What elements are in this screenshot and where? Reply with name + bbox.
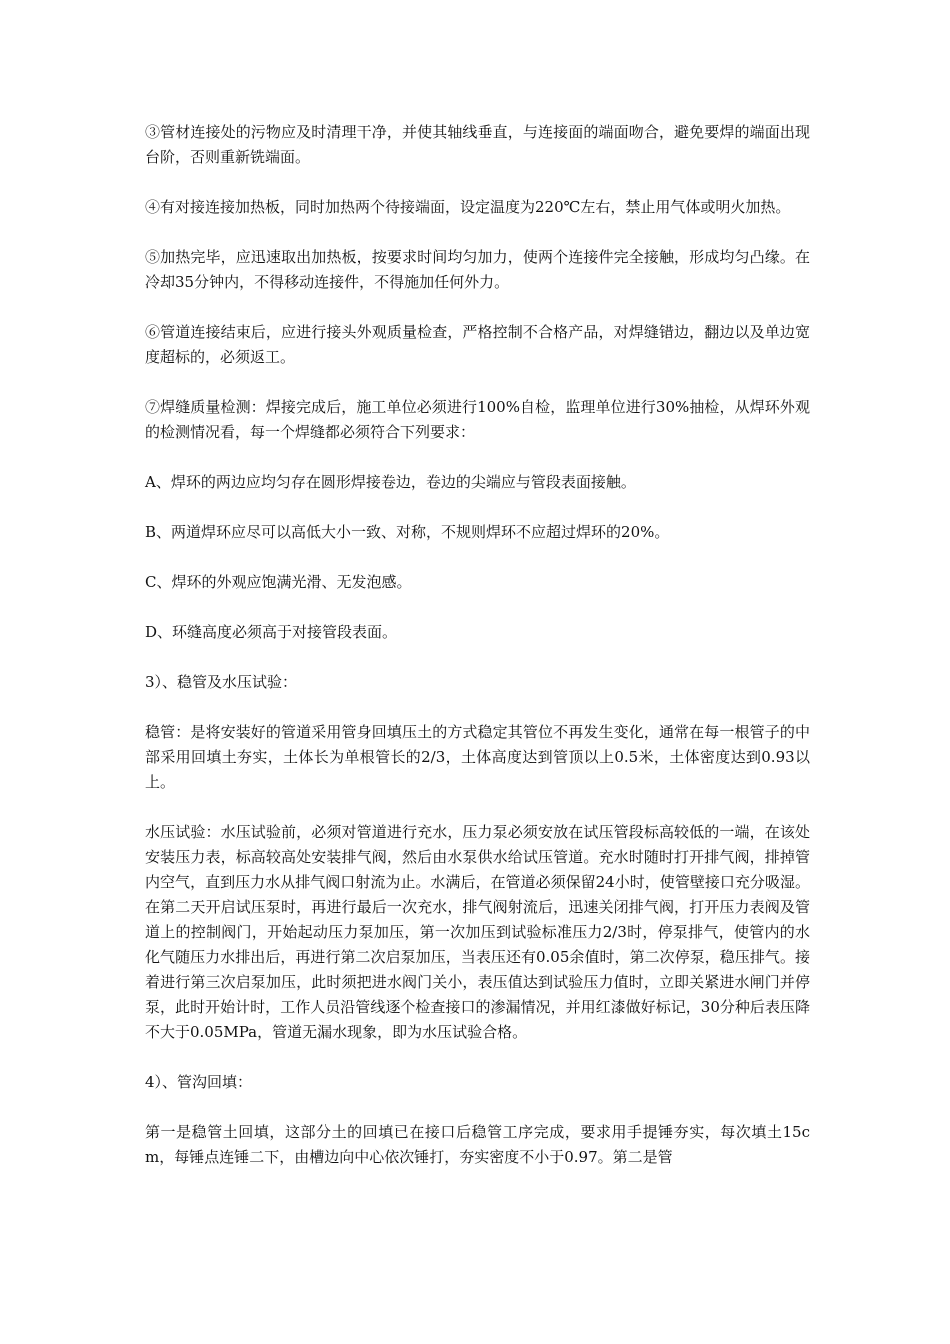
paragraph-hydrostatic-test: 水压试验：水压试验前，必须对管道进行充水，压力泵必须安放在试压管段标高较低的一端，在该处安装压力表，标高较高处安装排气阀，然后由水泵供水给试压管道。充水时随时打开排气阀，排掉管内空气，直到压力水从排气阀口射流为止。水满后，在管道必须保留24小时，使管壁接口充分吸湿。在第二天开启试压泵时，再进行最后一次充水，排气阀射流后，迅速关闭排气阀，打开压力表阀及管道上的控制阀门，开始起动压力泵加压，第一次加压到试验标准压力2/3时，停泵排气，使管内的水化气随压力水排出后，再进行第二次启泵加压，当表压还有0.05余值时，第二次停泵，稳压排气。接着进行第三次启泵加压，此时须把进水阀门关小，表压值达到试验压力值时，立即关紧进水闸门并停泵，此时开始计时，工作人员沿管线逐个检查接口的渗漏情况，并用红漆做好标记，30分种后表压降不大于0.05MPa，管道无漏水现象，即为水压试验合格。 — [145, 823, 810, 1041]
paragraph-requirement-b: B、两道焊环应尽可以高低大小一致、对称，不规则焊环不应超过焊环的20%。 — [145, 523, 670, 541]
paragraph-requirement-d: D、环缝高度必须高于对接管段表面。 — [145, 623, 398, 641]
paragraph-backfill-process: 第一是稳管土回填，这部分土的回填已在接口后稳管工序完成，要求用手提锤夯实，每次填土15cm，每锤点连锤二下，由槽边向中心依次锤打，夯实密度不小于0.97。第二是管 — [145, 1123, 810, 1166]
paragraph-heating-plate: ④有对接连接加热板，同时加热两个待接端面，设定温度为220℃左右，禁止用气体或明火加热。 — [145, 198, 791, 216]
paragraph-weld-quality-check: ⑦焊缝质量检测：焊接完成后，施工单位必须进行100%自检，监理单位进行30%抽检，从焊环外观的检测情况看，每一个焊缝都必须符合下列要求： — [145, 398, 810, 441]
paragraph-requirement-a: A、焊环的两边应均匀存在圆形焊接卷边，卷边的尖端应与管段表面接触。 — [145, 473, 636, 491]
paragraph-pipe-stabilization: 稳管：是将安装好的管道采用管身回填压土的方式稳定其管位不再发生变化，通常在每一根管子的中部采用回填土夯实，土体长为单根管长的2/3，土体高度达到管顶以上0.5米，土体密度达到0.93以上。 — [145, 723, 810, 791]
paragraph-joint-inspection: ⑥管道连接结束后，应进行接头外观质量检查，严格控制不合格产品，对焊缝错边，翻边以及单边宽度超标的，必须返工。 — [145, 323, 810, 366]
paragraph-pipe-cleaning: ③管材连接处的污物应及时清理干净，并使其轴线垂直，与连接面的端面吻合，避免要焊的端面出现台阶，否则重新铣端面。 — [145, 123, 810, 166]
section-heading-stabilization-pressure-test: 3）、稳管及水压试验： — [145, 673, 298, 691]
paragraph-requirement-c: C、焊环的外观应饱满光滑、无发泡感。 — [145, 573, 412, 591]
document-body — [145, 120, 810, 1195]
section-heading-trench-backfill: 4）、管沟回填： — [145, 1073, 253, 1091]
paragraph-heating-complete: ⑤加热完毕，应迅速取出加热板，按要求时间均匀加力，使两个连接件完全接触，形成均匀凸缘。在冷却35分钟内，不得移动连接件，不得施加任何外力。 — [145, 248, 810, 291]
